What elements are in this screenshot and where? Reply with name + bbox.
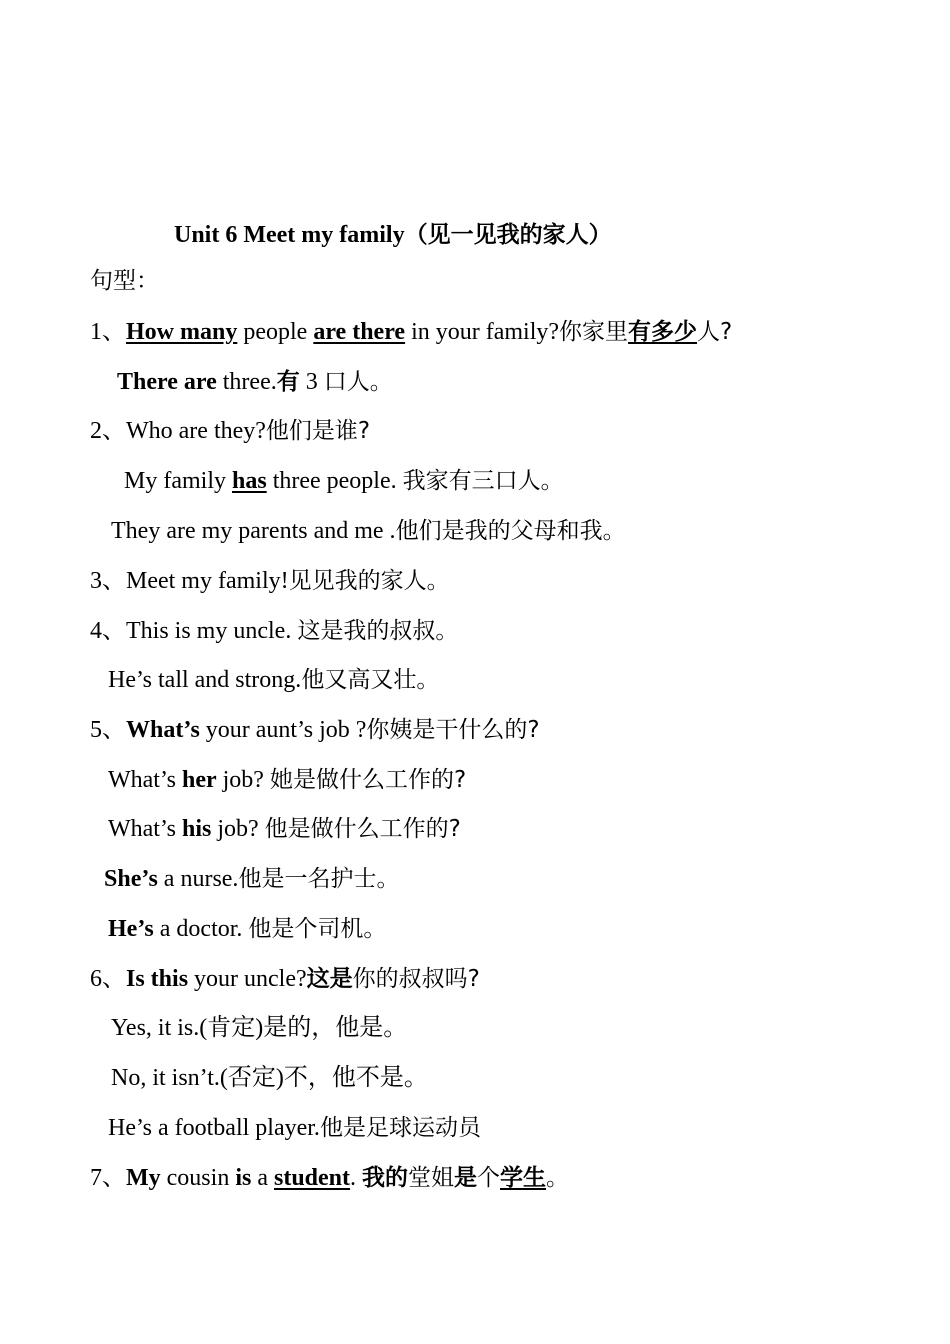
text-segment: three people. xyxy=(266,468,403,494)
text-segment: 6、 xyxy=(90,966,126,992)
text-segment: 他是足球运动员 xyxy=(319,1115,481,1141)
text-segment: My xyxy=(126,1165,161,1191)
text-segment: My family xyxy=(124,468,232,494)
sentence-line-18 xyxy=(90,1163,569,1193)
title-english: Unit 6 Meet my family xyxy=(174,222,405,248)
text-segment: He’s tall and strong. xyxy=(108,667,302,693)
text-segment: 他们是我的父母和我。 xyxy=(395,518,626,544)
text-segment: 他是一名护士。 xyxy=(238,866,400,892)
text-segment: 我的 xyxy=(362,1165,409,1191)
text-segment: Yes, it is.(肯定)是的，他是。 xyxy=(111,1015,408,1041)
text-segment: 是 xyxy=(454,1165,478,1191)
text-segment: are there xyxy=(313,319,406,345)
text-segment: 他又高又壮。 xyxy=(301,667,440,693)
text-segment: 学生 xyxy=(500,1165,547,1191)
text-segment: 。 xyxy=(546,1165,570,1191)
document-title xyxy=(174,220,612,250)
sentence-line-10 xyxy=(108,765,466,795)
sentence-line-11 xyxy=(108,814,461,844)
text-segment: 3 xyxy=(299,369,324,395)
text-segment: is xyxy=(235,1165,252,1191)
text-segment: . xyxy=(350,1165,363,1191)
sentence-line-6 xyxy=(90,566,450,596)
text-segment: He’s a football player. xyxy=(108,1115,320,1141)
text-segment: What’s xyxy=(108,816,182,842)
sentence-line-8 xyxy=(108,665,439,695)
text-segment: job? xyxy=(211,816,265,842)
sentence-line-16 xyxy=(111,1063,428,1093)
text-segment: 堂姐 xyxy=(408,1165,455,1191)
sentence-line-15 xyxy=(111,1013,407,1043)
text-segment: your uncle? xyxy=(188,966,307,992)
text-segment: his xyxy=(181,816,212,842)
sentence-line-4 xyxy=(124,466,564,496)
text-segment: 这是 xyxy=(306,966,353,992)
text-segment: They are my parents and me . xyxy=(111,518,396,544)
title-chinese: （见一见我的家人） xyxy=(404,222,612,248)
text-segment: 1、 xyxy=(90,319,126,345)
text-segment: He’s xyxy=(108,916,154,942)
text-segment: No, it isn’t.(否定)不，他不是。 xyxy=(111,1065,428,1091)
text-segment: What’s xyxy=(126,717,200,743)
section-label: 句型： xyxy=(90,268,159,294)
sentence-line-2 xyxy=(117,367,393,397)
text-segment: a nurse. xyxy=(157,866,239,892)
text-segment: student xyxy=(274,1165,351,1191)
text-segment: three. xyxy=(216,369,277,395)
sentence-line-3 xyxy=(90,416,370,446)
sentence-line-13 xyxy=(108,914,386,944)
text-segment: a doctor. xyxy=(153,916,249,942)
sentence-line-14 xyxy=(90,964,480,994)
text-segment: 我家有三口人。 xyxy=(402,468,564,494)
sentence-line-5 xyxy=(111,516,626,546)
sentence-line-7 xyxy=(90,616,458,646)
text-segment: 你姨是干什么的? xyxy=(366,717,540,743)
text-segment: There are xyxy=(117,369,217,395)
text-segment: 7、 xyxy=(90,1165,126,1191)
text-segment: 5、 xyxy=(90,717,126,743)
sentence-line-1 xyxy=(90,317,732,347)
text-segment: 他们是谁? xyxy=(265,418,371,444)
text-segment: What’s xyxy=(108,767,182,793)
text-segment: 3、Meet my family! xyxy=(90,568,289,594)
text-segment: your aunt’s job ? xyxy=(199,717,367,743)
text-segment: How many xyxy=(126,319,238,345)
text-segment: 个 xyxy=(477,1165,501,1191)
text-segment: 他是做什么工作的? xyxy=(264,816,461,842)
sentence-line-9 xyxy=(90,715,540,745)
text-segment: people xyxy=(237,319,314,345)
text-segment: 2、Who are they? xyxy=(90,418,266,444)
text-segment: 人? xyxy=(697,319,733,345)
text-segment: has xyxy=(232,468,267,494)
sentence-line-17 xyxy=(108,1113,481,1143)
text-segment: a xyxy=(251,1165,274,1191)
text-segment: Is this xyxy=(126,966,189,992)
text-segment: 你家里 xyxy=(559,319,629,345)
text-segment: She’s xyxy=(104,866,158,892)
text-segment: 口人。 xyxy=(323,369,393,395)
sentence-line-12 xyxy=(104,864,399,894)
text-segment: 有 xyxy=(276,369,300,395)
text-segment: 他是个司机。 xyxy=(248,916,387,942)
text-segment: 见见我的家人。 xyxy=(288,568,450,594)
text-segment: 她是做什么工作的? xyxy=(269,767,467,793)
text-segment: in your family? xyxy=(405,319,560,345)
text-segment: 4、This is my uncle. xyxy=(90,618,298,644)
text-segment: her xyxy=(181,767,217,793)
text-segment: cousin xyxy=(160,1165,236,1191)
text-segment: 有多少 xyxy=(628,319,698,345)
text-segment: job? xyxy=(216,767,270,793)
text-segment: 你的叔叔吗? xyxy=(352,966,480,992)
text-segment: 这是我的叔叔。 xyxy=(297,618,459,644)
